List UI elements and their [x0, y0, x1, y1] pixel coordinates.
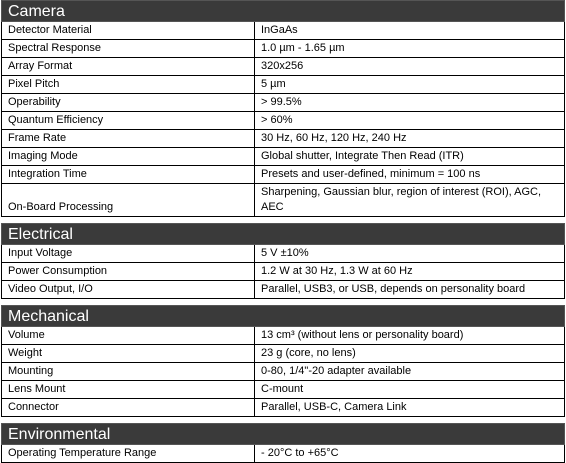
section-environmental — [1, 423, 565, 463]
section-mechanical — [1, 305, 565, 417]
table-row — [1, 76, 565, 94]
spec-value: Presets and user-defined, minimum = 100 ns — [261, 168, 481, 180]
table-row — [1, 112, 565, 130]
spec-label: Video Output, I/O — [2, 281, 255, 298]
section-header: Electrical — [1, 223, 565, 245]
spec-value: Parallel, USB3, or USB, depends on personality board — [261, 283, 526, 295]
spec-label: Connector — [2, 399, 255, 416]
table-row — [1, 327, 565, 345]
table-row — [1, 445, 565, 463]
spec-value: 0-80, 1/4"-20 adapter available — [261, 365, 412, 377]
table-row — [1, 281, 565, 299]
table-row — [1, 381, 565, 399]
spec-label: Input Voltage — [2, 245, 255, 262]
spec-value: - 20°C to +65°C — [261, 447, 339, 459]
spec-value: 5 µm — [261, 78, 286, 90]
spec-label: Quantum Efficiency — [2, 112, 255, 129]
spec-value: > 60% — [261, 114, 293, 126]
spec-value: 13 cm³ (without lens or personality board) — [261, 329, 464, 341]
table-row — [1, 399, 565, 417]
spec-value: 5 V ±10% — [261, 247, 309, 259]
spec-value: 1.2 W at 30 Hz, 1.3 W at 60 Hz — [261, 265, 413, 277]
spec-label: Integration Time — [2, 166, 255, 183]
table-row — [1, 166, 565, 184]
spec-label: On-Board Processing — [2, 184, 255, 216]
spec-label: Frame Rate — [2, 130, 255, 147]
spec-label: Pixel Pitch — [2, 76, 255, 93]
table-row — [1, 148, 565, 166]
table-row — [1, 22, 565, 40]
spec-value: 23 g (core, no lens) — [261, 347, 356, 359]
spec-value: Parallel, USB-C, Camera Link — [261, 401, 407, 413]
section-header: Environmental — [1, 423, 565, 445]
spec-value: > 99.5% — [261, 96, 302, 108]
spec-label: Imaging Mode — [2, 148, 255, 165]
spec-label: Array Format — [2, 58, 255, 75]
spec-value: Global shutter, Integrate Then Read (ITR) — [261, 150, 464, 162]
table-row — [1, 58, 565, 76]
spec-value: 30 Hz, 60 Hz, 120 Hz, 240 Hz — [261, 132, 407, 144]
section-header: Mechanical — [1, 305, 565, 327]
section-electrical — [1, 223, 565, 299]
table-row — [1, 363, 565, 381]
spec-label: Weight — [2, 345, 255, 362]
spec-value: 1.0 µm - 1.65 µm — [261, 42, 345, 54]
spec-value: C-mount — [261, 383, 304, 395]
table-row — [1, 184, 565, 217]
spec-label: Spectral Response — [2, 40, 255, 57]
spec-label: Power Consumption — [2, 263, 255, 280]
section-header: Camera — [1, 0, 565, 22]
spec-label: Mounting — [2, 363, 255, 380]
table-row — [1, 130, 565, 148]
spec-sheet — [1, 0, 565, 463]
spec-value: InGaAs — [261, 24, 298, 36]
table-row — [1, 263, 565, 281]
spec-label: Detector Material — [2, 22, 255, 39]
table-row — [1, 345, 565, 363]
spec-label: Operability — [2, 94, 255, 111]
table-row — [1, 245, 565, 263]
section-camera — [1, 0, 565, 217]
spec-value: Sharpening, Gaussian blur, region of interest (ROI), AGC, AEC — [261, 186, 542, 213]
spec-label: Operating Temperature Range — [2, 445, 255, 462]
table-row — [1, 94, 565, 112]
spec-label: Lens Mount — [2, 381, 255, 398]
table-row — [1, 40, 565, 58]
spec-value: 320x256 — [261, 60, 304, 72]
spec-label: Volume — [2, 327, 255, 344]
